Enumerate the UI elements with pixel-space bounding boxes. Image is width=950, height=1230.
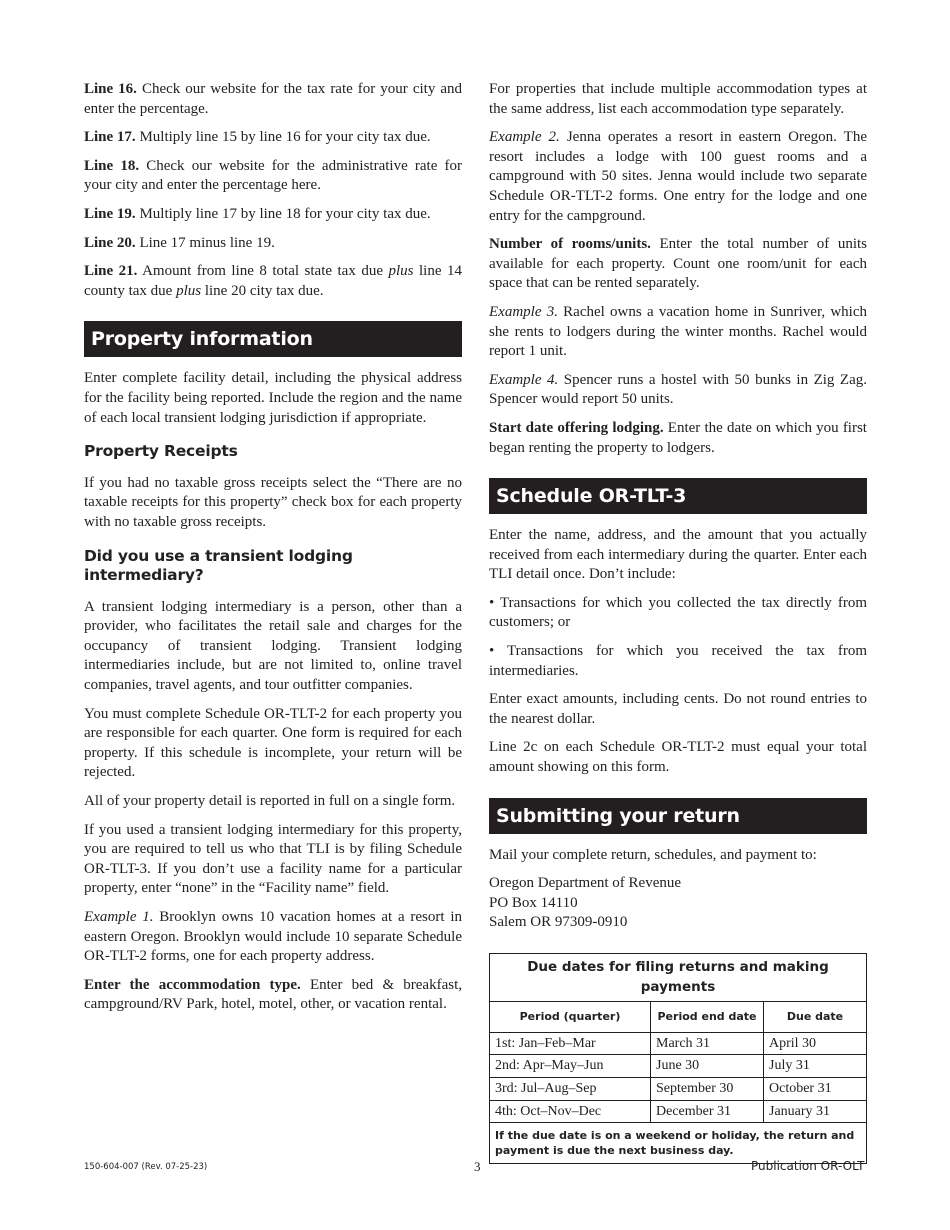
address-line-2: PO Box 14110 [489,894,578,911]
left-column [84,80,462,1024]
due-dates-table [489,953,867,1164]
column-header: Period (quarter) [490,1002,651,1033]
table-cell: 2nd: Apr–May–Jun [490,1055,651,1078]
table-cell: 1st: Jan–Feb–Mar [490,1032,651,1055]
page-number: 3 [474,1159,481,1174]
subheading-tli: Did you use a transient lodging intermediary? [84,546,353,585]
table-title: Due dates for filing returns and making payments [490,954,867,1002]
example-3: Example 3. Rachel owns a vacation home in Sunriver, which she rents to lodgers during the winter months. Rachel would report 1 unit. [489,303,867,360]
tlt3-paragraph-3: Line 2c on each Schedule OR-TLT-2 must equal your total amount showing on this form. [489,739,867,776]
table-cell: July 31 [764,1055,867,1078]
table-note-row [490,1123,867,1164]
table-cell: January 31 [764,1100,867,1123]
table-row [490,1100,867,1123]
tlt3-paragraph-1: Enter the name, address, and the amount that you actually received from each intermediary during the quarter. Enter each TLI detail once. Don’t include: [489,527,867,583]
tli-paragraph-4: If you used a transient lodging intermediary for this property, you are required to tell us who that TLI is by filing Schedule OR-TLT-3. If you don’t use a facility name for a particular property, enter “none” in the “Facility name” field. [84,821,462,897]
table-cell: April 30 [764,1032,867,1055]
tlt3-bullet-1: • Transactions for which you collected the tax directly from customers; or [489,594,867,631]
table-cell: September 30 [651,1077,764,1100]
column-header: Due date [764,1002,867,1033]
line-21: Line 21. Amount from line 8 total state tax due plus line 14 county tax due plus line 20 city tax due. [84,263,462,299]
example-4: Example 4. Spencer runs a hostel with 50 bunks in Zig Zag. Spencer would report 50 units. [489,371,867,408]
property-info-paragraph: Enter complete facility detail, including the physical address for the facility being reported. Include the region and the name of each local transient lodging jurisdiction if appropriate. [84,370,462,426]
tli-paragraph-2: You must complete Schedule OR-TLT-2 for each property you are responsible for each quarter. One form is required for each property. If this schedule is incomplete, your return will be rejected. [84,705,462,781]
table-header-row [490,1002,867,1033]
table-cell: 4th: Oct–Nov–Dec [490,1100,651,1123]
table-cell: 3rd: Jul–Aug–Sep [490,1077,651,1100]
example-1: Example 1. Brooklyn owns 10 vacation homes at a resort in eastern Oregon. Brooklyn would include 10 separate Schedule OR-TLT-2 forms, one for each property address. [84,909,462,965]
section-heading-property-information: Property information [84,321,462,357]
rooms-units-paragraph: Number of rooms/units. Enter the total number of units available for each property. Count one room/unit for each space that can be rented separately. [489,236,867,292]
publication-name: Publication OR-OLT [751,1159,865,1173]
address-line-1: Oregon Department of Revenue [489,875,682,892]
tli-paragraph-1: A transient lodging intermediary is a person, other than a provider, who facilitates the retail sale and charges for the occupancy of transient lodging. Transient lodging intermediaries include, but are not limited to, online travel companies, travel agents, and tour outfitter companies. [84,598,462,694]
multiple-accommodation-paragraph: For properties that include multiple accommodation types at the same address, list each accommodation type separately. [489,81,867,117]
section-heading-schedule-or-tlt-3: Schedule OR-TLT-3 [489,478,867,514]
table-note: If the due date is on a weekend or holiday, the return and payment is due the next business day. [490,1123,867,1164]
subheading-property-receipts: Property Receipts [84,442,238,461]
table-cell: March 31 [651,1032,764,1055]
line-18: Line 18. Check our website for the administrative rate for your city and enter the percentage here. [84,157,462,194]
line-16: Line 16. Check our website for the tax rate for your city and enter the percentage. [84,81,462,117]
table-cell: October 31 [764,1077,867,1100]
start-date-paragraph: Start date offering lodging. Enter the date on which you first began renting the property to lodgers. [489,419,867,456]
submit-paragraph: Mail your complete return, schedules, and payment to: [489,846,817,863]
column-header: Period end date [651,1002,764,1033]
address-line-3: Salem OR 97309-0910 [489,914,628,931]
section-heading-submitting-return: Submitting your return [489,798,867,834]
tlt3-paragraph-2: Enter exact amounts, including cents. Do not round entries to the nearest dollar. [489,691,867,727]
line-20: Line 20. Line 17 minus line 19. [84,234,275,251]
line-17: Line 17. Multiply line 15 by line 16 for your city tax due. [84,129,431,146]
example-2: Example 2. Jenna operates a resort in eastern Oregon. The resort includes a lodge with 100 guest rooms and a campground with 50 sites. Jenna would include two separate Schedule OR-TLT-2 forms. One entry for the lodge and one entry for the campground. [489,129,867,224]
form-number: 150-604-007 (Rev. 07-25-23) [84,1162,208,1172]
accommodation-type-paragraph: Enter the accommodation type. Enter bed & breakfast, campground/RV Park, hotel, motel, other, or vacation rental. [84,976,463,1013]
table-row [490,1055,867,1078]
table-cell: June 30 [651,1055,764,1078]
tlt3-bullet-2: • Transactions for which you received the tax from intermediaries. [489,643,867,679]
table-row [490,1077,867,1100]
table-row [490,1032,867,1055]
line-19: Line 19. Multiply line 17 by line 18 for your city tax due. [84,205,431,222]
table-title-row [490,954,867,1002]
right-column [489,80,867,1164]
mailing-address [489,874,867,933]
tli-paragraph-3: All of your property detail is reported in full on a single form. [84,793,456,810]
property-receipts-paragraph: If you had no taxable gross receipts select the “There are no taxable receipts for this property” check box for each property with no taxable gross receipts. [84,474,462,530]
table-cell: December 31 [651,1100,764,1123]
